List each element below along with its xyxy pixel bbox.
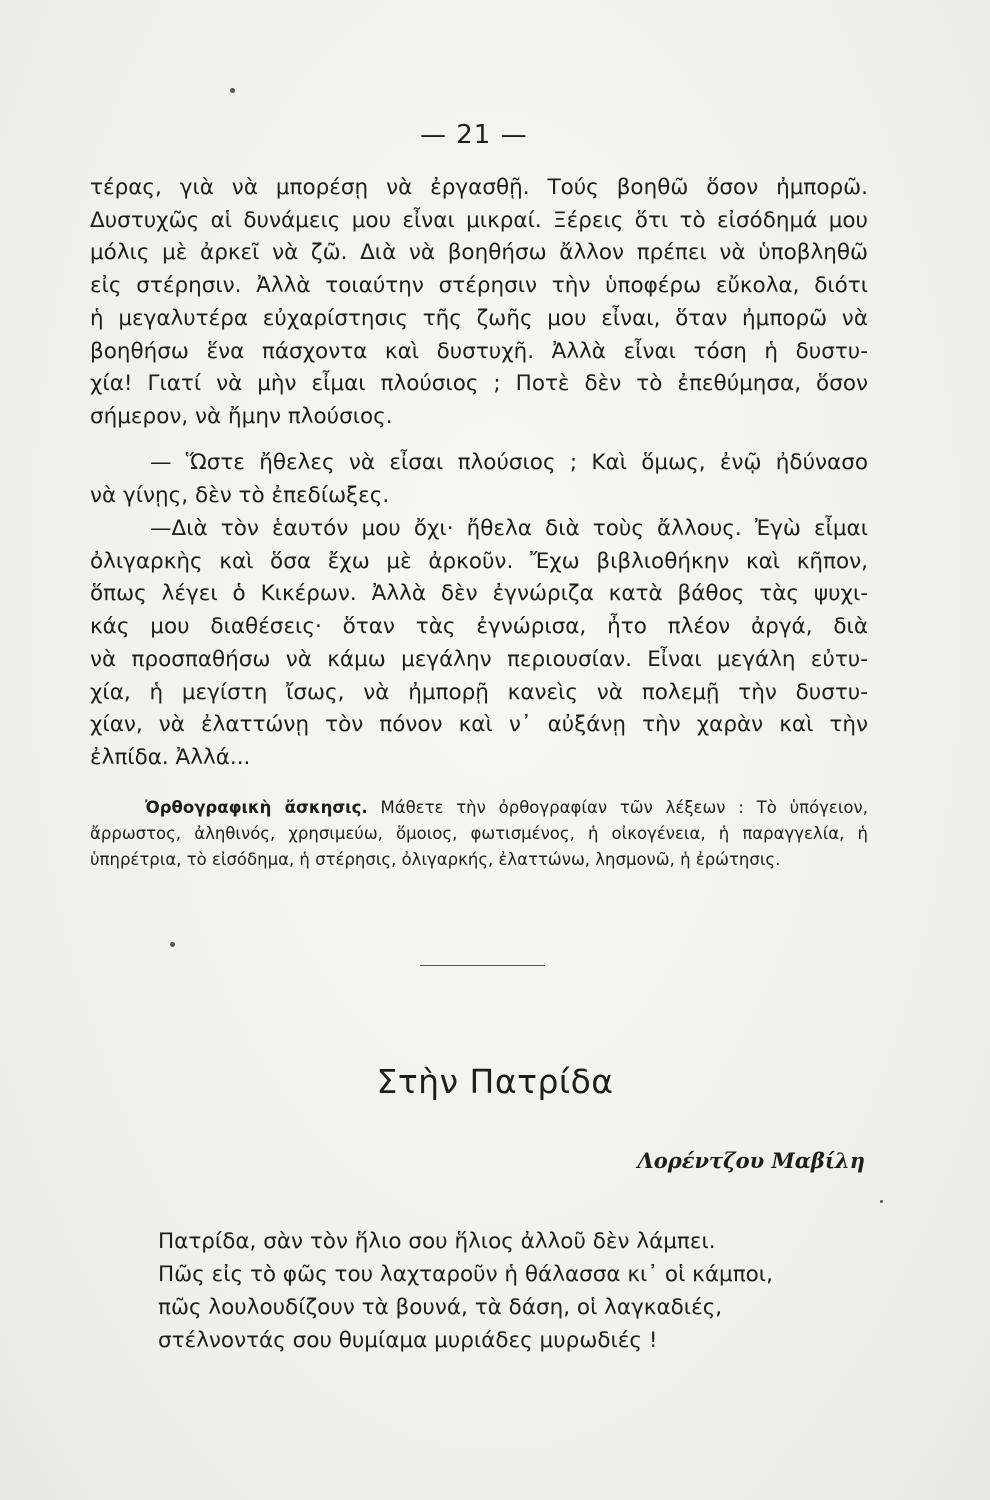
spelling-exercise [90,795,868,873]
exercise-text: Μάθετε τὴν ὀρθογραφίαν τῶν λέξεων : Τὸ ὑπόγειον, ἄρρωστος, ἀληθινός, χρησιμεύω, ὅμοιος, φωτισμένος, ἡ οἰκογένεια, ἡ παραγγελία, ἡ ὑπηρέτρια, τὸ εἰσόδημα, ἡ στέρησις, ὀλιγαρκής, ἐλαττώνω, λησμονῶ, ἡ ἐρώτησις. [90,798,868,869]
poem-verse: στέλνοντάς σου θυμίαμα μυριάδες μυρωδιές ! [158,1328,658,1353]
text-line: — Ὥστε ἤθελες νὰ εἶσαι πλούσιος ; Καὶ ὅμως, ἐνῷ ἠδύνασο [150,450,868,475]
print-speck [230,88,235,93]
section-divider [420,965,545,966]
text-line: νὰ γίνῃς, δὲν τὸ ἐπεδίωξες. [90,482,390,508]
exercise-label: Ὀρθογραφικὴ ἄσκησις. [145,798,368,817]
paragraph-2 [90,447,868,512]
text-line: ὀλιγαρκὴς καὶ ὅσα ἔχω μὲ ἀρκοῦν. Ἔχω βιβλιοθήκην καὶ κῆπον, [90,548,868,574]
paragraph-1 [90,172,868,434]
text-line: νὰ προσπαθήσω νὰ κάμω μεγάλην περιουσίαν. Εἶναι μεγάλη εὐτυ- [90,646,868,672]
text-line: χίαν, νὰ ἐλαττώνῃ τὸν πόνον καὶ ν᾿ αὐξάνῃ τὴν χαρὰν καὶ τὴν [90,712,868,738]
text-line: ἡ μεγαλυτέρα εὐχαρίστησις τῆς ζωῆς μου εἶναι, ὅταν ἠμπορῶ νὰ [90,305,868,331]
poem-verse: Πῶς εἰς τὸ φῶς του λαχταροῦν ἡ θάλασσα κι᾿ οἱ κάμποι, [158,1262,773,1287]
text-line: μόλις μὲ ἀρκεῖ νὰ ζῶ. Διὰ νὰ βοηθήσω ἄλλον πρέπει νὰ ὑποβληθῶ [90,240,868,266]
page-number: — 21 — [420,120,528,150]
poem-verse: πῶς λουλουδίζουν τὰ βουνά, τὰ δάση, οἱ λαγκαδιές, [158,1295,723,1320]
print-speck [170,942,175,947]
poem-verse: Πατρίδα, σὰν τὸν ἥλιο σου ἥλιος ἀλλοῦ δὲν λάμπει. [158,1229,716,1254]
text-line: ἐλπίδα. Ἀλλά... [90,744,251,770]
text-line: κάς μου διαθέσεις· ὅταν τὰς ἐγνώρισα, ἦτο πλέον ἀργά, διὰ [90,614,868,640]
text-line: Δυστυχῶς αἱ δυνάμεις μου εἶναι μικραί. Ξέρεις ὅτι τὸ εἰσόδημά μου [90,207,868,233]
poem-author: Λορέντζου Μαβίλη [637,1148,865,1173]
poem-verses [158,1225,858,1357]
text-line: χία, ἡ μεγίστη ἴσως, νὰ ἠμπορῇ κανεὶς νὰ πολεμῇ τὴν δυστυ- [90,679,868,705]
text-line: εἰς στέρησιν. Ἀλλὰ τοιαύτην στέρησιν τὴν ὑποφέρω εὔκολα, διότι [90,273,868,299]
text-line: —Διὰ τὸν ἑαυτόν μου ὄχι· ἤθελα διὰ τοὺς ἄλλους. Ἐγὼ εἶμαι [150,516,868,541]
text-line: τέρας, γιὰ νὰ μπορέσῃ νὰ ἐργασθῇ. Τούς βοηθῶ ὅσον ἠμπορῶ. [90,175,868,200]
paragraph-3 [90,513,868,775]
text-line: ὅπως λέγει ὁ Κικέρων. Ἀλλὰ δὲν ἐγνώριζα κατὰ βάθος τὰς ψυχι- [90,581,868,607]
text-line: χία! Γιατί νὰ μὴν εἶμαι πλούσιος ; Ποτὲ δὲν τὸ ἐπεθύμησα, ὅσον [90,371,868,397]
print-speck [880,1200,883,1203]
text-line: βοηθήσω ἕνα πάσχοντα καὶ δυστυχῆ. Ἀλλὰ εἶναι τόση ἡ δυστυ- [90,338,868,364]
text-line: σήμερον, νὰ ἤμην πλούσιος. [90,403,393,429]
poem-title: Στὴν Πατρίδα [376,1062,614,1101]
